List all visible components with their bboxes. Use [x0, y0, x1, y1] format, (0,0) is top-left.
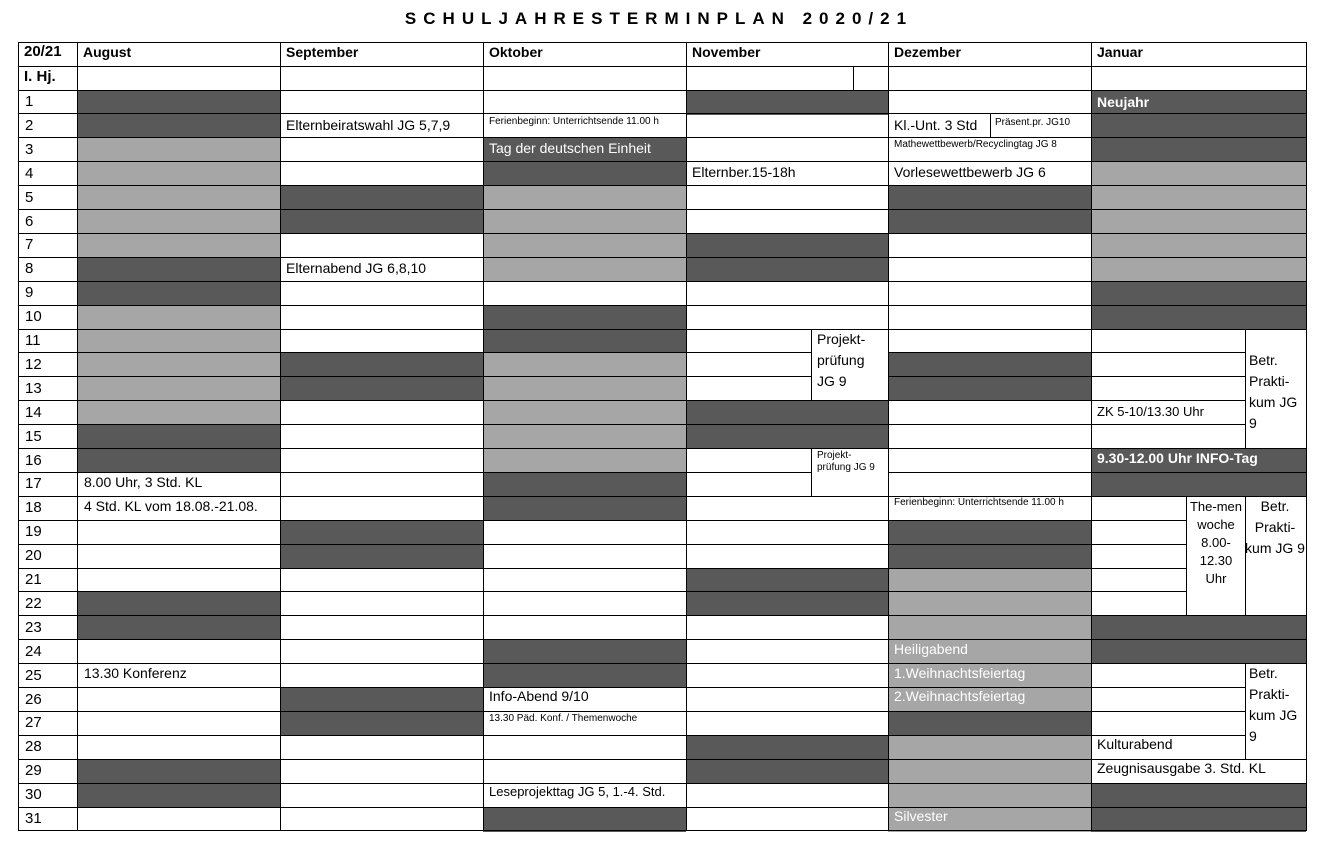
event-okt-2: Ferienbeginn: Unterrichtsende 11.00 h [489, 116, 659, 127]
day-cell-august-16 [77, 449, 280, 474]
day-cell-oktober-18 [483, 496, 686, 521]
row-border [18, 687, 1307, 688]
month-header-januar: Januar [1097, 44, 1143, 60]
event-okt-27: 13.30 Päd. Konf. / Themenwoche [489, 713, 638, 724]
event-jan-14: ZK 5-10/13.30 Uhr [1097, 404, 1204, 419]
day-cell-dezember-5 [888, 186, 1091, 211]
day-cell-august-4 [77, 162, 280, 187]
day-number: 26 [25, 690, 42, 708]
day-cell-januar-31 [1091, 807, 1306, 832]
day-cell-august-5 [77, 186, 280, 211]
day-cell-august-30 [77, 783, 280, 808]
day-number: 9 [25, 284, 34, 302]
day-cell-januar-10 [1091, 305, 1306, 330]
day-number: 20 [25, 547, 42, 565]
day-number: 16 [25, 451, 42, 469]
day-cell-september-27 [280, 711, 483, 736]
day-cell-august-15 [77, 425, 280, 450]
day-cell-januar-6 [1091, 210, 1306, 235]
day-cell-oktober-14 [483, 401, 686, 426]
row-border [18, 615, 1307, 616]
event-aug-25: 13.30 Konferenz [84, 665, 187, 681]
day-cell-august-2 [77, 114, 280, 139]
event-dez-25: 1.Weihnachtsfeiertag [894, 665, 1026, 681]
day-cell-august-8 [77, 257, 280, 282]
day-cell-oktober-8 [483, 257, 686, 282]
day-cell-januar-5 [1091, 186, 1306, 211]
row-border [18, 568, 1307, 569]
event-jan-themenwoche: The-men woche 8.00-12.30 Uhr [1189, 499, 1243, 586]
event-jan-16: 9.30-12.00 Uhr INFO-Tag [1097, 450, 1258, 466]
day-number: 25 [25, 666, 42, 684]
merge-mask [1187, 591, 1245, 592]
event-dez-2-klassenunterricht: Kl.-Unt. 3 Std [894, 117, 978, 133]
event-okt-26: Info-Abend 9/10 [489, 688, 589, 704]
merge-mask [1246, 568, 1306, 569]
day-cell-november-14 [686, 401, 888, 426]
day-cell-dezember-23 [888, 616, 1091, 641]
day-number: 3 [25, 140, 34, 158]
day-cell-august-6 [77, 210, 280, 235]
day-cell-dezember-30 [888, 783, 1091, 808]
day-number: 29 [25, 762, 42, 780]
row-border [18, 544, 1307, 545]
event-aug-17: 8.00 Uhr, 3 Std. KL [84, 474, 203, 490]
day-number: 8 [25, 260, 34, 278]
day-cell-august-3 [77, 138, 280, 163]
day-cell-september-20 [280, 544, 483, 569]
event-jan-praktikum-2: Betr. Prakti-kum JG 9 [1245, 498, 1305, 556]
row-border [18, 209, 1307, 210]
day-cell-januar-9 [1091, 281, 1306, 306]
event-dez-4: Vorlesewettbewerb JG 6 [894, 164, 1046, 180]
table-top-border [18, 42, 1307, 43]
day-cell-oktober-7 [483, 233, 686, 258]
row-border [18, 520, 1307, 521]
day-number: 7 [25, 236, 34, 254]
day-number: 18 [25, 499, 42, 517]
table-bottom-border [18, 830, 1307, 831]
day-cell-september-5 [280, 186, 483, 211]
event-aug-18: 4 Std. KL vom 18.08.-21.08. [84, 498, 258, 514]
day-cell-dezember-27 [888, 711, 1091, 736]
day-cell-oktober-13 [483, 377, 686, 402]
day-cell-august-1 [77, 90, 280, 115]
row-border [18, 257, 1307, 258]
page-title: SCHULJAHRESTERMINPLAN 2020/21 [404, 9, 914, 28]
day-cell-januar-4 [1091, 162, 1306, 187]
day-cell-dezember-22 [888, 592, 1091, 617]
row-border [18, 233, 1307, 234]
event-dez-18: Ferienbeginn: Unterrichtsende 11.00 h [894, 497, 1064, 508]
row-border [18, 137, 1307, 138]
row-border [18, 161, 1307, 162]
merge-border [1245, 329, 1246, 449]
month-header-august: August [83, 44, 132, 60]
day-cell-januar-17 [1091, 472, 1306, 497]
event-okt-30: Leseprojekttag JG 5, 1.-4. Std. [489, 784, 666, 799]
month-header-oktober: Oktober [489, 44, 543, 60]
day-cell-september-13 [280, 377, 483, 402]
day-number: 4 [25, 164, 34, 182]
corner-year: 20/21 [24, 43, 62, 60]
event-nov-4: Elternber.15-18h [692, 164, 796, 180]
row-border [18, 424, 1307, 425]
event-nov-11-projektpruefung: Projekt-prüfung JG 9 [817, 331, 866, 389]
day-cell-oktober-5 [483, 186, 686, 211]
day-number: 11 [25, 332, 41, 349]
event-nov-16-projektpruefung: Projekt-prüfung JG 9 [817, 450, 875, 473]
day-cell-januar-30 [1091, 783, 1306, 808]
month-header-september: September [286, 44, 359, 60]
event-sep-2: Elternbeiratswahl JG 5,7,9 [286, 117, 451, 133]
row-border [18, 352, 1307, 353]
row-border [18, 711, 1307, 712]
day-cell-januar-23 [1091, 616, 1306, 641]
day-number: 22 [25, 594, 42, 612]
month-header-dezember: Dezember [894, 44, 961, 60]
day-number: 14 [25, 403, 42, 421]
day-cell-dezember-12 [888, 353, 1091, 378]
day-cell-november-1 [686, 90, 888, 115]
day-cell-september-6 [280, 210, 483, 235]
day-number: 21 [25, 571, 42, 588]
merge-mask [1246, 591, 1306, 592]
row-border [18, 281, 1307, 282]
event-jan-28: Kulturabend [1097, 736, 1173, 752]
row-border [18, 400, 1307, 401]
row-border [18, 591, 1307, 592]
row-border [18, 113, 1307, 114]
day-number: 2 [25, 116, 34, 134]
day-cell-oktober-12 [483, 353, 686, 378]
day-cell-august-23 [77, 616, 280, 641]
day-cell-august-7 [77, 233, 280, 258]
event-jan-praktikum-3: Betr. Prakti-kum JG 9 [1249, 665, 1298, 744]
day-cell-oktober-4 [483, 162, 686, 187]
day-number: 1 [25, 93, 34, 110]
day-cell-september-12 [280, 353, 483, 378]
day-number: 28 [25, 738, 42, 756]
day-cell-oktober-10 [483, 305, 686, 330]
event-jan-praktikum-1: Betr. Prakti-kum JG 9 [1249, 352, 1298, 431]
day-cell-november-29 [686, 759, 888, 784]
day-number: 15 [25, 427, 42, 445]
day-number: 6 [25, 212, 34, 230]
day-number: 23 [25, 618, 42, 636]
merge-border [811, 329, 812, 401]
day-cell-dezember-20 [888, 544, 1091, 569]
day-cell-september-26 [280, 688, 483, 713]
row-border [18, 448, 1307, 449]
day-number: 10 [25, 308, 42, 326]
day-cell-august-11 [77, 329, 280, 354]
row-border [18, 663, 1307, 664]
day-cell-august-12 [77, 353, 280, 378]
day-number: 24 [25, 642, 42, 660]
day-cell-dezember-19 [888, 520, 1091, 545]
day-number: 19 [25, 523, 42, 541]
header-divider [18, 66, 1307, 67]
day-number: 17 [25, 475, 42, 493]
day-cell-august-14 [77, 401, 280, 426]
day-cell-januar-7 [1091, 233, 1306, 258]
row-border [18, 807, 1307, 808]
row-border [18, 496, 1307, 497]
day-cell-dezember-29 [888, 759, 1091, 784]
row-border [18, 472, 1307, 473]
event-dez-24: Heiligabend [894, 641, 968, 657]
row-border [18, 305, 1307, 306]
header-split [853, 66, 854, 90]
merge-border [1186, 496, 1187, 616]
corner-half-year: I. Hj. [24, 68, 56, 85]
day-cell-oktober-17 [483, 472, 686, 497]
day-cell-oktober-11 [483, 329, 686, 354]
event-dez-26: 2.Weihnachtsfeiertag [894, 688, 1026, 704]
day-number: 27 [25, 714, 42, 732]
merge-border [990, 114, 991, 138]
event-sep-8: Elternabend JG 6,8,10 [286, 260, 427, 276]
day-cell-oktober-31 [483, 807, 686, 832]
day-cell-oktober-25 [483, 664, 686, 689]
day-cell-november-7 [686, 233, 888, 258]
event-jan-1: Neujahr [1097, 94, 1150, 110]
event-dez-31: Silvester [894, 808, 948, 824]
day-cell-november-22 [686, 592, 888, 617]
event-dez-2-praesentation: Präsent.pr. JG10 [995, 117, 1071, 128]
header-bottom-border [18, 90, 1307, 91]
day-number: 31 [25, 810, 42, 827]
day-cell-dezember-28 [888, 735, 1091, 760]
day-cell-august-10 [77, 305, 280, 330]
row-border [18, 639, 1307, 640]
day-number: 12 [25, 355, 42, 373]
row-border [18, 329, 1307, 330]
day-cell-september-19 [280, 520, 483, 545]
day-cell-november-28 [686, 735, 888, 760]
day-number: 30 [25, 786, 42, 804]
day-cell-dezember-21 [888, 568, 1091, 593]
day-cell-oktober-24 [483, 640, 686, 665]
day-cell-januar-2 [1091, 114, 1306, 139]
day-cell-oktober-6 [483, 210, 686, 235]
day-cell-oktober-16 [483, 449, 686, 474]
day-cell-august-22 [77, 592, 280, 617]
day-number: 13 [25, 379, 42, 397]
day-cell-november-8 [686, 257, 888, 282]
event-jan-29: Zeugnisausgabe 3. Std. KL [1097, 760, 1266, 776]
day-cell-august-29 [77, 759, 280, 784]
day-number: 5 [25, 188, 34, 206]
day-cell-dezember-13 [888, 377, 1091, 402]
day-cell-august-9 [77, 281, 280, 306]
day-cell-november-21 [686, 568, 888, 593]
row-border [18, 376, 1307, 377]
day-cell-oktober-15 [483, 425, 686, 450]
event-dez-3: Mathewettbewerb/Recyclingtag JG 8 [894, 139, 1057, 150]
day-cell-januar-24 [1091, 640, 1306, 665]
day-cell-november-15 [686, 425, 888, 450]
day-cell-januar-3 [1091, 138, 1306, 163]
day-cell-januar-8 [1091, 257, 1306, 282]
day-cell-dezember-6 [888, 210, 1091, 235]
day-cell-august-13 [77, 377, 280, 402]
event-okt-3: Tag der deutschen Einheit [489, 140, 651, 156]
month-header-november: November [692, 44, 761, 60]
row-border [18, 185, 1307, 186]
